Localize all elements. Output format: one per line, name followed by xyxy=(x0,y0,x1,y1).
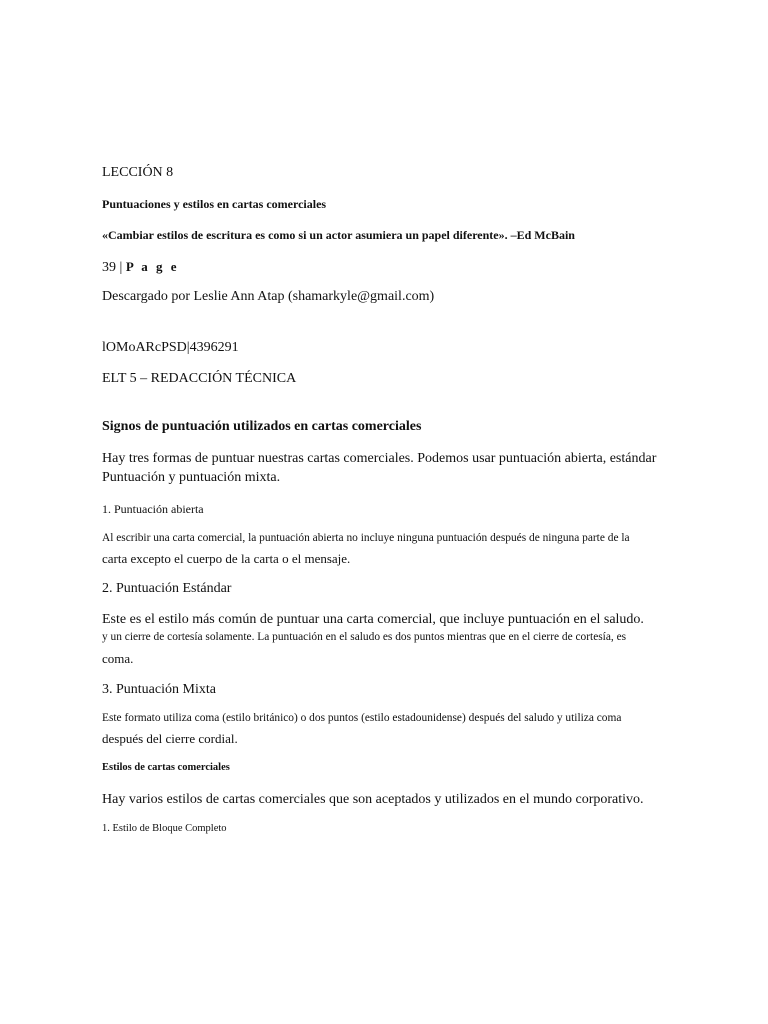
styles-item-1: 1. Estilo de Bloque Completo xyxy=(102,823,227,834)
styles-intro: Hay varios estilos de cartas comerciales que son aceptados y utilizados en el mundo corporativo. xyxy=(102,792,644,807)
item-3-line-2: después del cierre cordial. xyxy=(102,731,238,746)
course-header: ELT 5 – REDACCIÓN TÉCNICA xyxy=(102,371,297,386)
intro-line-1: Hay tres formas de puntuar nuestras cartas comerciales. Podemos usar puntuación abierta, estándar xyxy=(102,451,657,466)
lesson-quote: «Cambiar estilos de escritura es como si un actor asumiera un papel diferente». –Ed McBain xyxy=(102,228,575,242)
page-word: P a g e xyxy=(125,259,180,274)
item-2-line-3: coma. xyxy=(102,651,134,666)
item-1-line-1: Al escribir una carta comercial, la puntuación abierta no incluye ninguna puntuación después de ninguna parte de la xyxy=(102,532,630,544)
download-notice: Descargado por Leslie Ann Atap (shamarkyle@gmail.com) xyxy=(102,289,435,304)
item-3-title: 3. Puntuación Mixta xyxy=(102,682,216,697)
item-1-title: 1. Puntuación abierta xyxy=(102,502,204,516)
item-2-line-1: Este es el estilo más común de puntuar una carta comercial, que incluye puntuación en el saludo. xyxy=(102,612,644,627)
styles-title: Estilos de cartas comerciales xyxy=(102,762,230,773)
item-3-line-1: Este formato utiliza coma (estilo británico) o dos puntos (estilo estadounidense) después del saludo y utiliza coma xyxy=(102,712,622,724)
item-2-title: 2. Puntuación Estándar xyxy=(102,581,232,596)
item-1-line-2: carta excepto el cuerpo de la carta o el mensaje. xyxy=(102,551,351,566)
page-number: 39 | xyxy=(102,260,123,275)
page-footer xyxy=(102,260,179,275)
intro-line-2: Puntuación y puntuación mixta. xyxy=(102,470,281,485)
lesson-subtitle: Puntuaciones y estilos en cartas comerciales xyxy=(102,197,327,211)
document-id: lOMoARcPSD|4396291 xyxy=(102,340,239,355)
lesson-heading: LECCIÓN 8 xyxy=(102,165,174,180)
section-title: Signos de puntuación utilizados en cartas comerciales xyxy=(102,419,422,434)
item-2-line-2: y un cierre de cortesía solamente. La puntuación en el saludo es dos puntos mientras que en el cierre de cortesía, es xyxy=(102,631,627,643)
